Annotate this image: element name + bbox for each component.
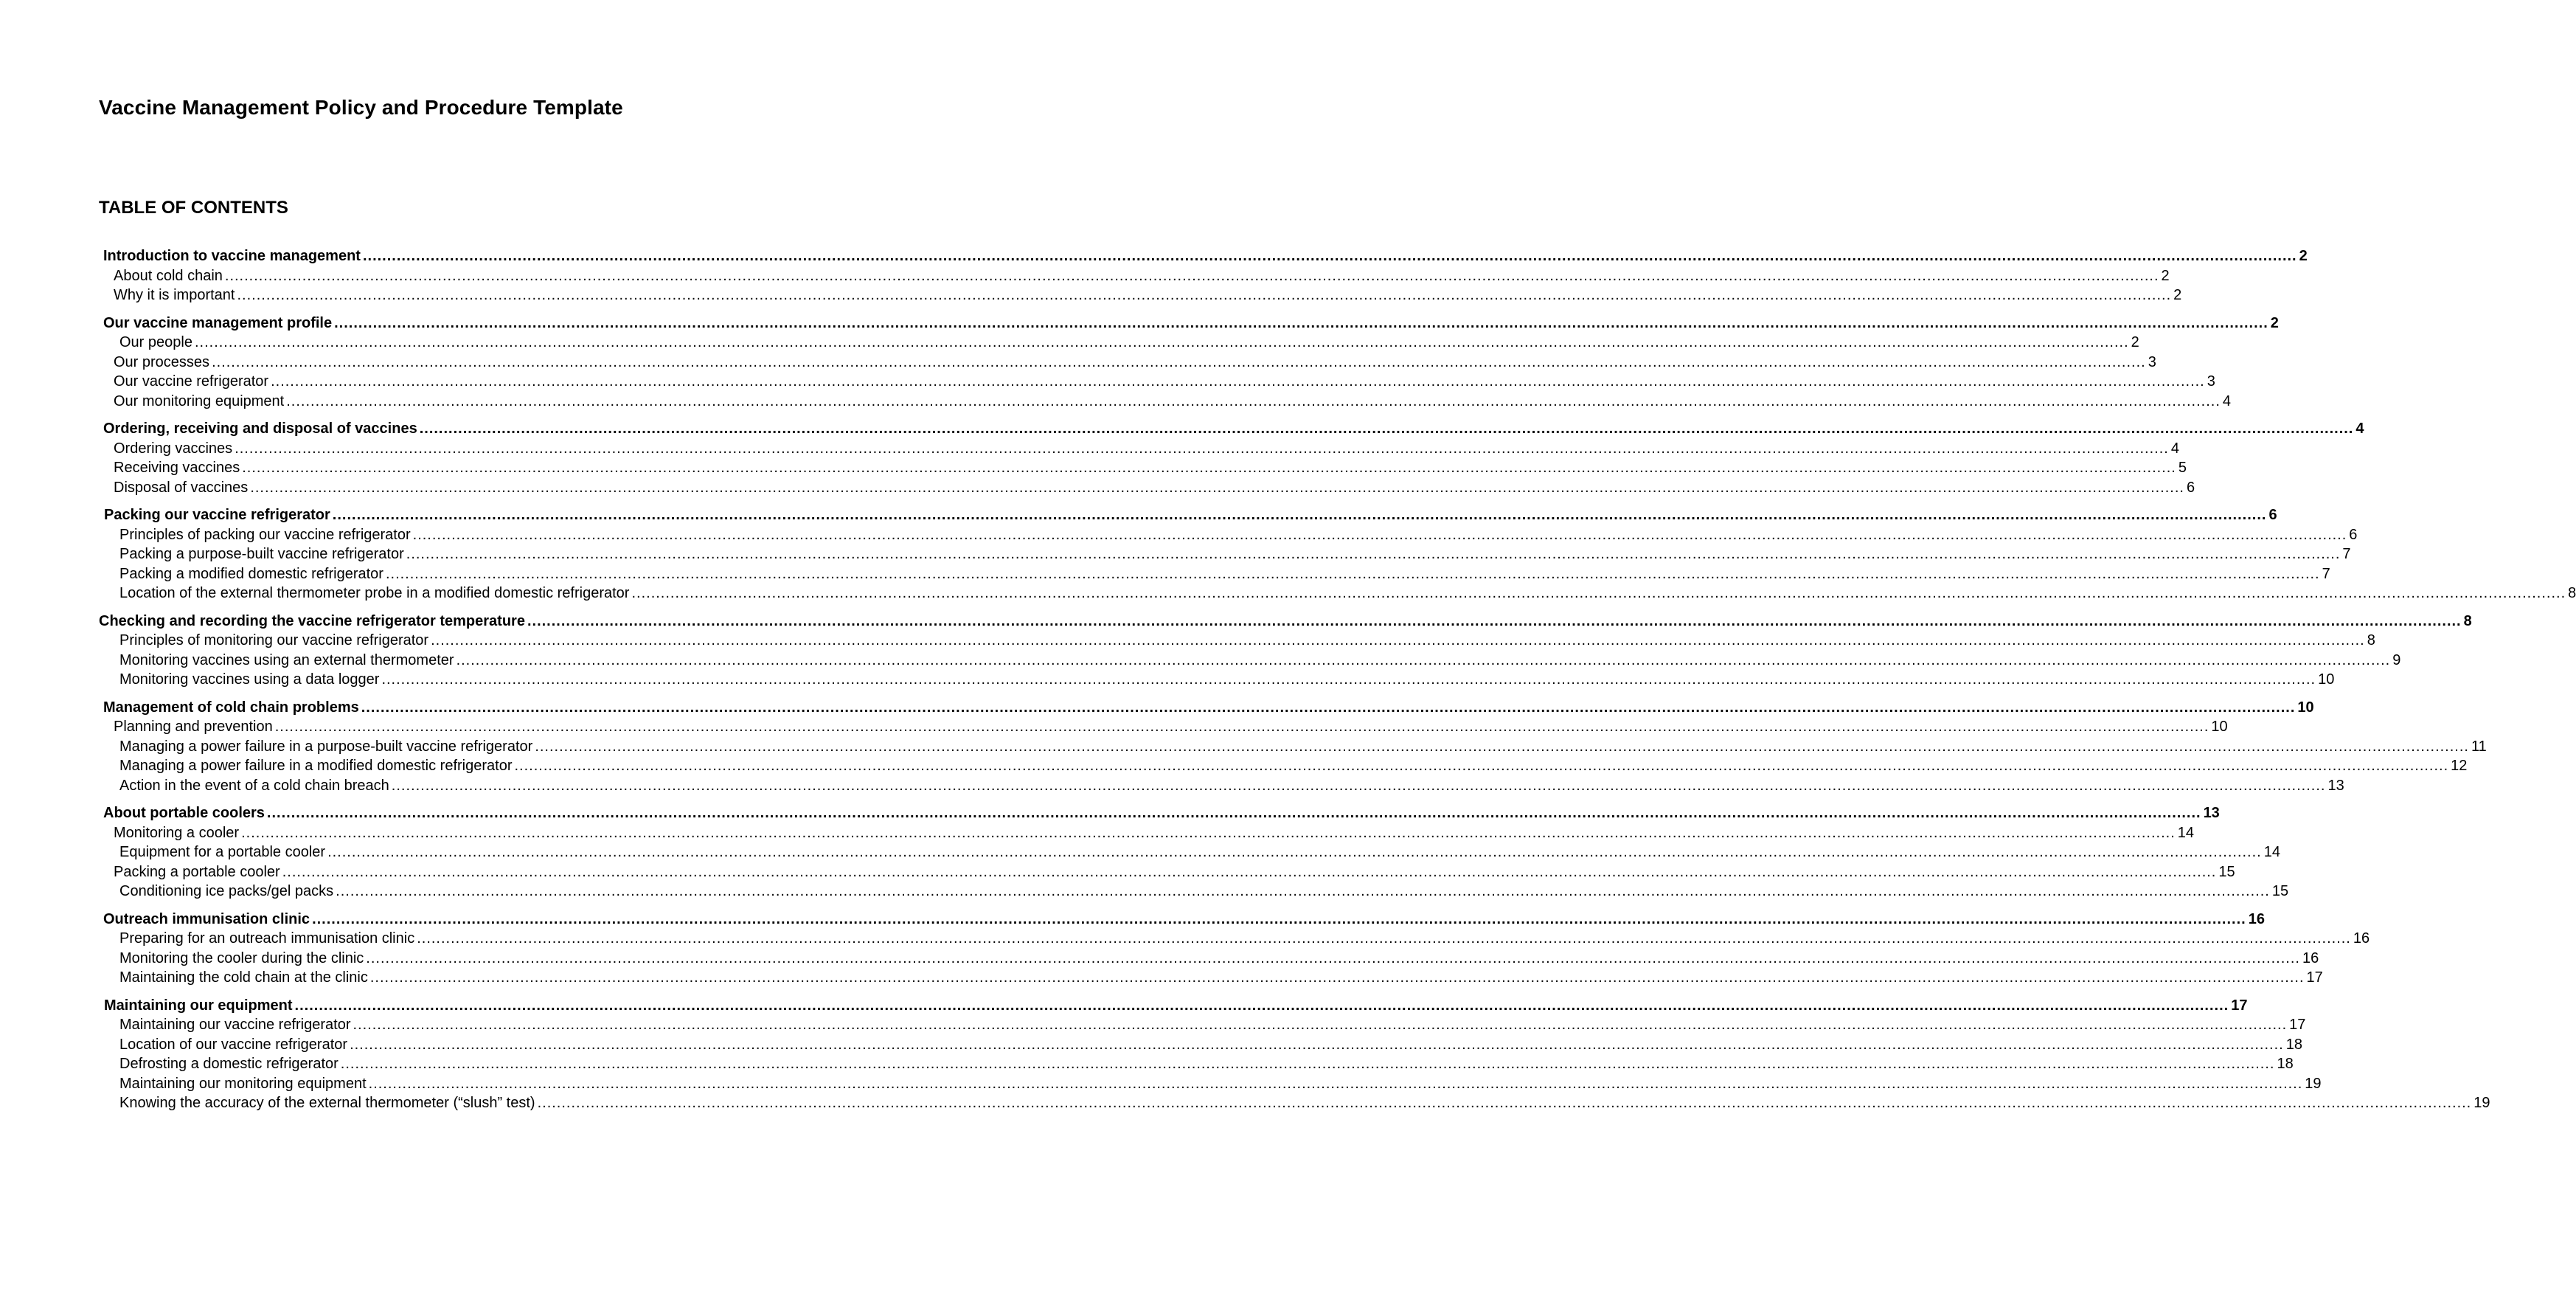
toc-subsection-entry[interactable] [119, 525, 2358, 545]
toc-section [0, 314, 2279, 412]
dot-leader: ................................................................................................................................................................................................................................................................................................................................................................................................................ [334, 314, 2268, 331]
toc-subsection-entry[interactable] [119, 651, 2401, 671]
dot-leader: ................................................................................................................................................................................................................................................................................................................................................................................................................ [350, 1036, 2284, 1053]
toc-subsection-entry-page-number: 19 [2305, 1075, 2322, 1092]
toc-section-entry-page-number: 13 [2203, 805, 2220, 821]
toc-section-entry[interactable] [103, 910, 2265, 930]
dot-leader: ................................................................................................................................................................................................................................................................................................................................................................................................................ [406, 546, 2341, 562]
toc-section-entry-title: Ordering, receiving and disposal of vaccines [103, 421, 417, 437]
toc-subsection-entry-title: Managing a power failure in a modified domestic refrigerator [119, 758, 513, 774]
dot-leader: ................................................................................................................................................................................................................................................................................................................................................................................................................ [194, 334, 2129, 350]
dot-leader: ................................................................................................................................................................................................................................................................................................................................................................................................................ [266, 805, 2201, 821]
toc-section-entry[interactable] [103, 803, 2220, 823]
toc-subsection-entry[interactable] [119, 756, 2468, 776]
dot-leader: ................................................................................................................................................................................................................................................................................................................................................................................................................ [271, 373, 2205, 390]
toc-subsection-entry[interactable] [119, 929, 2370, 949]
toc-subsection-entry-page-number: 4 [2170, 440, 2179, 457]
toc-subsection-entry-title: Managing a power failure in a purpose-built vaccine refrigerator [119, 738, 533, 755]
toc-section-entry[interactable] [103, 246, 2308, 266]
toc-subsection-entry-page-number: 10 [2211, 719, 2228, 735]
dot-leader: ................................................................................................................................................................................................................................................................................................................................................................................................................ [224, 267, 2159, 284]
toc-section [0, 246, 2308, 305]
toc-subsection-entry[interactable] [119, 564, 2330, 584]
toc-subsection-entry[interactable] [119, 968, 2323, 988]
toc-section-entry-page-number: 10 [2297, 699, 2314, 716]
document-title: Vaccine Management Policy and Procedure Template [99, 96, 623, 119]
toc-section-entry[interactable] [104, 996, 2248, 1016]
toc-subsection-entry-page-number: 14 [2177, 824, 2194, 841]
dot-leader: ................................................................................................................................................................................................................................................................................................................................................................................................................ [327, 844, 2262, 860]
table-of-contents [0, 246, 2576, 1121]
toc-section-entry-title: Checking and recording the vaccine refrigerator temperature [99, 612, 525, 629]
toc-section-entry-title: Introduction to vaccine management [103, 248, 361, 264]
toc-subsection-entry-page-number: 12 [2451, 758, 2468, 774]
dot-leader: ................................................................................................................................................................................................................................................................................................................................................................................................................ [353, 1017, 2288, 1033]
dot-leader: ................................................................................................................................................................................................................................................................................................................................................................................................................ [250, 479, 2184, 496]
dot-leader: ................................................................................................................................................................................................................................................................................................................................................................................................................ [514, 758, 2449, 774]
toc-subsection-entry-page-number: 2 [2173, 287, 2182, 303]
toc-subsection-entry-title: Equipment for a portable cooler [119, 844, 326, 860]
toc-subsection-entry[interactable] [114, 458, 2187, 478]
dot-leader: ................................................................................................................................................................................................................................................................................................................................................................................................................ [340, 1056, 2275, 1072]
dot-leader: ................................................................................................................................................................................................................................................................................................................................................................................................................ [332, 507, 2267, 523]
toc-section-entry-page-number: 8 [2463, 612, 2472, 629]
dot-leader: ................................................................................................................................................................................................................................................................................................................................................................................................................ [369, 969, 2305, 986]
toc-subsection-entry[interactable] [114, 353, 2156, 373]
toc-subsection-entry[interactable] [114, 862, 2235, 882]
toc-subsection-entry-title: About cold chain [114, 267, 223, 284]
toc-subsection-entry-page-number: 16 [2302, 949, 2319, 966]
dot-leader: ................................................................................................................................................................................................................................................................................................................................................................................................................ [417, 930, 2351, 947]
toc-subsection-entry-page-number: 15 [2218, 863, 2235, 880]
dot-leader: ................................................................................................................................................................................................................................................................................................................................................................................................................ [274, 719, 2209, 735]
dot-leader: ................................................................................................................................................................................................................................................................................................................................................................................................................ [419, 421, 2354, 437]
toc-section [0, 505, 2576, 603]
toc-section-entry-page-number: 2 [2299, 248, 2308, 264]
dot-leader: ................................................................................................................................................................................................................................................................................................................................................................................................................ [431, 632, 2365, 648]
toc-subsection-entry[interactable] [119, 776, 2344, 796]
dot-leader: ................................................................................................................................................................................................................................................................................................................................................................................................................ [391, 777, 2326, 794]
toc-section-entry-title: Outreach immunisation clinic [103, 910, 310, 927]
toc-subsection-entry[interactable] [114, 478, 2195, 498]
toc-subsection-entry-page-number: 18 [2277, 1056, 2294, 1072]
toc-section-entry-page-number: 2 [2270, 314, 2279, 331]
toc-subsection-entry[interactable] [114, 392, 2232, 412]
toc-section [0, 910, 2370, 988]
dot-leader: ................................................................................................................................................................................................................................................................................................................................................................................................................ [282, 863, 2217, 880]
toc-subsection-entry-page-number: 3 [2207, 373, 2215, 390]
dot-leader: ................................................................................................................................................................................................................................................................................................................................................................................................................ [527, 612, 2462, 629]
toc-subsection-entry-title: Our monitoring equipment [114, 392, 285, 409]
toc-subsection-entry-page-number: 5 [2178, 460, 2187, 476]
dot-leader: ................................................................................................................................................................................................................................................................................................................................................................................................................ [241, 824, 2176, 841]
toc-section-entry[interactable] [103, 314, 2279, 333]
toc-subsection-entry-title: Principles of monitoring our vaccine refrigerator [119, 632, 429, 648]
dot-leader: ................................................................................................................................................................................................................................................................................................................................................................................................................ [537, 1095, 2472, 1111]
dot-leader: ................................................................................................................................................................................................................................................................................................................................................................................................................ [535, 738, 2469, 755]
toc-section-entry-page-number: 6 [2268, 507, 2277, 523]
toc-subsection-entry-page-number: 19 [2473, 1095, 2490, 1111]
dot-leader: ................................................................................................................................................................................................................................................................................................................................................................................................................ [235, 440, 2169, 457]
toc-subsection-entry-title: Monitoring vaccines using a data logger [119, 671, 380, 688]
toc-subsection-entry-page-number: 3 [2148, 353, 2156, 370]
toc-subsection-entry-page-number: 17 [2289, 1017, 2306, 1033]
toc-subsection-entry-title: Action in the event of a cold chain breach [119, 777, 389, 794]
toc-subsection-entry[interactable] [114, 372, 2215, 392]
toc-subsection-entry[interactable] [119, 1015, 2306, 1035]
toc-subsection-entry[interactable] [119, 737, 2487, 757]
toc-subsection-entry-title: Our processes [114, 353, 210, 370]
toc-subsection-entry[interactable] [114, 266, 2170, 286]
toc-subsection-entry[interactable] [119, 949, 2319, 969]
toc-subsection-entry[interactable] [114, 286, 2182, 305]
toc-section-entry[interactable] [99, 612, 2472, 632]
dot-leader: ................................................................................................................................................................................................................................................................................................................................................................................................................ [237, 287, 2172, 303]
dot-leader: ................................................................................................................................................................................................................................................................................................................................................................................................................ [312, 910, 2246, 927]
toc-subsection-entry-title: Our people [119, 334, 192, 350]
toc-subsection-entry-title: Conditioning ice packs/gel packs [119, 883, 334, 899]
toc-subsection-entry-title: Disposal of vaccines [114, 479, 249, 496]
toc-subsection-entry-title: Monitoring the cooler during the clinic [119, 949, 364, 966]
dot-leader: ................................................................................................................................................................................................................................................................................................................................................................................................................ [385, 565, 2320, 582]
dot-leader: ................................................................................................................................................................................................................................................................................................................................................................................................................ [242, 460, 2176, 476]
toc-subsection-entry[interactable] [119, 843, 2280, 862]
toc-subsection-entry-page-number: 6 [2186, 479, 2195, 496]
toc-subsection-entry[interactable] [119, 882, 2289, 902]
toc-subsection-entry-title: Location of the external thermometer probe in a modified domestic refrigerator [119, 585, 630, 601]
toc-subsection-entry-title: Why it is important [114, 287, 235, 303]
toc-heading: TABLE OF CONTENTS [99, 198, 288, 218]
toc-subsection-entry-page-number: 10 [2318, 671, 2335, 688]
toc-subsection-entry-page-number: 2 [2161, 267, 2170, 284]
toc-subsection-entry-page-number: 7 [2322, 565, 2330, 582]
toc-subsection-entry[interactable] [119, 631, 2375, 651]
toc-section-entry-page-number: 16 [2248, 910, 2265, 927]
toc-subsection-entry-title: Defrosting a domestic refrigerator [119, 1056, 339, 1072]
dot-leader: ................................................................................................................................................................................................................................................................................................................................................................................................................ [336, 883, 2270, 899]
toc-subsection-entry-page-number: 6 [2349, 526, 2358, 543]
toc-subsection-entry[interactable] [119, 1035, 2302, 1055]
toc-section-entry[interactable] [103, 698, 2314, 718]
dot-leader: ................................................................................................................................................................................................................................................................................................................................................................................................................ [631, 585, 2566, 601]
toc-subsection-entry-page-number: 18 [2285, 1036, 2302, 1053]
toc-section-entry-title: Maintaining our equipment [104, 997, 293, 1014]
toc-section-entry[interactable] [104, 505, 2277, 525]
toc-section-entry-title: Our vaccine management profile [103, 314, 333, 331]
toc-subsection-entry[interactable] [114, 823, 2194, 843]
toc-section-entry-title: Management of cold chain problems [103, 699, 359, 716]
dot-leader: ................................................................................................................................................................................................................................................................................................................................................................................................................ [412, 526, 2347, 543]
dot-leader: ................................................................................................................................................................................................................................................................................................................................................................................................................ [381, 671, 2316, 688]
dot-leader: ................................................................................................................................................................................................................................................................................................................................................................................................................ [286, 392, 2221, 409]
toc-subsection-entry-page-number: 16 [2353, 930, 2370, 947]
toc-subsection-entry-title: Principles of packing our vaccine refrigerator [119, 526, 411, 543]
toc-subsection-entry-title: Receiving vaccines [114, 460, 240, 476]
toc-subsection-entry[interactable] [119, 544, 2351, 564]
toc-section-entry[interactable] [103, 419, 2364, 439]
toc-subsection-entry-title: Monitoring vaccines using an external thermometer [119, 651, 454, 668]
toc-subsection-entry-page-number: 8 [2367, 632, 2375, 648]
toc-subsection-entry[interactable] [119, 584, 2576, 603]
toc-subsection-entry[interactable] [114, 439, 2179, 459]
toc-subsection-entry[interactable] [119, 670, 2335, 690]
toc-subsection-entry-title: Planning and prevention [114, 719, 273, 735]
toc-subsection-entry-page-number: 9 [2392, 651, 2401, 668]
toc-section [0, 612, 2472, 690]
toc-subsection-entry-title: Our vaccine refrigerator [114, 373, 269, 390]
toc-subsection-entry-page-number: 2 [2131, 334, 2139, 350]
toc-subsection-entry[interactable] [119, 333, 2139, 353]
toc-subsection-entry-title: Maintaining our vaccine refrigerator [119, 1017, 351, 1033]
toc-section [0, 803, 2289, 902]
toc-section-entry-title: About portable coolers [103, 805, 265, 821]
toc-subsection-entry-title: Packing a modified domestic refrigerator [119, 565, 383, 582]
toc-subsection-entry[interactable] [114, 717, 2228, 737]
toc-subsection-entry-title: Monitoring a cooler [114, 824, 240, 841]
toc-subsection-entry-title: Maintaining our monitoring equipment [119, 1075, 367, 1092]
toc-subsection-entry-title: Maintaining the cold chain at the clinic [119, 969, 368, 986]
toc-subsection-entry[interactable] [119, 1054, 2294, 1074]
dot-leader: ................................................................................................................................................................................................................................................................................................................................................................................................................ [212, 353, 2146, 370]
toc-subsection-entry-page-number: 17 [2306, 969, 2323, 986]
dot-leader: ................................................................................................................................................................................................................................................................................................................................................................................................................ [368, 1075, 2303, 1092]
toc-section [0, 419, 2364, 497]
toc-section-entry-page-number: 4 [2355, 421, 2364, 437]
dot-leader: ................................................................................................................................................................................................................................................................................................................................................................................................................ [361, 699, 2296, 716]
toc-section [0, 698, 2487, 796]
toc-subsection-entry-title: Ordering vaccines [114, 440, 233, 457]
toc-subsection-entry-title: Preparing for an outreach immunisation clinic [119, 930, 415, 947]
toc-section-entry-title: Packing our vaccine refrigerator [104, 507, 330, 523]
toc-subsection-entry[interactable] [119, 1093, 2490, 1113]
dot-leader: ................................................................................................................................................................................................................................................................................................................................................................................................................ [456, 651, 2391, 668]
toc-section-entry-page-number: 17 [2231, 997, 2248, 1014]
toc-subsection-entry-title: Packing a purpose-built vaccine refrigerator [119, 546, 404, 562]
toc-subsection-entry-title: Packing a portable cooler [114, 863, 280, 880]
dot-leader: ................................................................................................................................................................................................................................................................................................................................................................................................................ [366, 949, 2300, 966]
toc-subsection-entry-page-number: 11 [2471, 738, 2487, 755]
toc-section [0, 996, 2490, 1113]
toc-subsection-entry-page-number: 14 [2263, 844, 2280, 860]
toc-subsection-entry-page-number: 8 [2568, 585, 2576, 601]
toc-subsection-entry-title: Knowing the accuracy of the external thermometer (“slush” test) [119, 1095, 535, 1111]
dot-leader: ................................................................................................................................................................................................................................................................................................................................................................................................................ [362, 248, 2297, 264]
toc-subsection-entry-page-number: 4 [2222, 392, 2232, 409]
toc-subsection-entry-page-number: 7 [2342, 546, 2351, 562]
toc-subsection-entry-page-number: 15 [2271, 883, 2289, 899]
toc-subsection-entry[interactable] [119, 1074, 2322, 1094]
toc-subsection-entry-title: Location of our vaccine refrigerator [119, 1036, 348, 1053]
toc-subsection-entry-page-number: 13 [2327, 777, 2344, 794]
dot-leader: ................................................................................................................................................................................................................................................................................................................................................................................................................ [294, 997, 2229, 1014]
